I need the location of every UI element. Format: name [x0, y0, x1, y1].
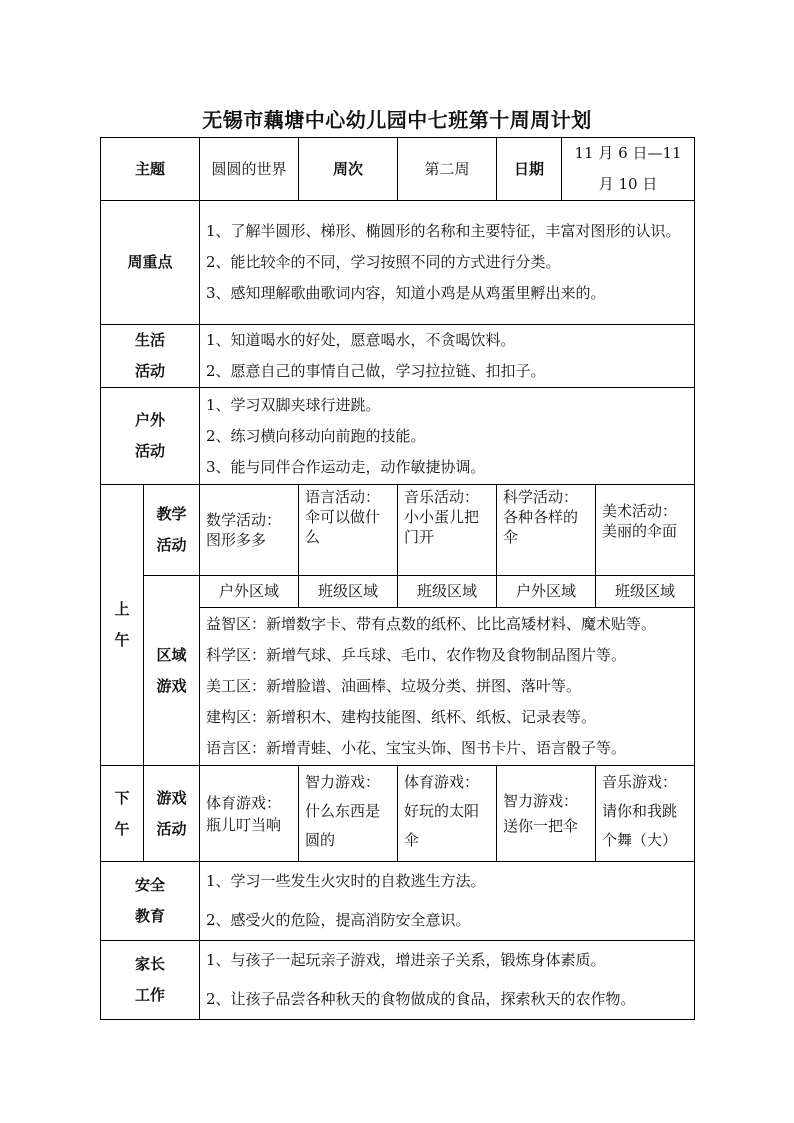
- morning-label-line: 午: [114, 631, 130, 649]
- area-label-line: 游戏: [156, 676, 187, 695]
- outdoor-label: [101, 388, 200, 485]
- morning-label-line: 上: [114, 600, 130, 618]
- safety-item: 1、学习一些发生火灾时的自救逃生方法。: [206, 872, 486, 890]
- game-activity: 智力游戏：送你一把伞: [497, 766, 596, 862]
- afternoon-label-line: 午: [114, 819, 130, 838]
- life-label-line: 生活: [135, 331, 166, 349]
- area-item: 美工区：新增脸谱、油画棒、垃圾分类、拼图、落叶等。: [206, 677, 582, 695]
- area-content: [200, 608, 695, 766]
- teaching-label: [144, 485, 200, 576]
- safety-item: 2、感受火的危险，提高消防安全意识。: [206, 911, 471, 929]
- teaching-activity: 音乐活动：小小蛋儿把门开: [398, 485, 497, 576]
- focus-item: 3、感知理解歌曲歌词内容，知道小鸡是从鸡蛋里孵出来的。: [206, 284, 606, 302]
- parents-label: [101, 941, 200, 1020]
- theme-label: 主题: [101, 138, 200, 201]
- theme-value: 圆圆的世界: [200, 138, 299, 201]
- date-label: 日期: [497, 138, 562, 201]
- area-label-line: 区域: [156, 645, 187, 664]
- game-activity: 音乐游戏：请你和我跳个舞（大）: [596, 766, 695, 862]
- date-value: 11 月 6 日—11 月 10 日: [562, 138, 695, 201]
- parents-content: [200, 941, 695, 1020]
- zone-cell: 户外区域: [497, 576, 596, 608]
- game-label: [144, 766, 200, 862]
- week-value: 第二周: [398, 138, 497, 201]
- life-item: 1、知道喝水的好处，愿意喝水，不贪喝饮料。: [206, 331, 516, 349]
- teaching-label-line: 活动: [156, 536, 187, 554]
- focus-item: 1、了解半圆形、梯形、椭圆形的名称和主要特征，丰富对图形的认识。: [206, 222, 681, 240]
- game-label-line: 游戏: [156, 788, 187, 807]
- afternoon-label: [101, 766, 144, 862]
- outdoor-item: 3、能与同伴合作运动走，动作敏捷协调。: [206, 457, 486, 476]
- zone-cell: 户外区域: [200, 576, 299, 608]
- area-item: 建构区：新增积木、建构技能图、纸杯、纸板、记录表等。: [206, 708, 597, 726]
- outdoor-content: [200, 388, 695, 485]
- week-label: 周次: [299, 138, 398, 201]
- morning-label: [101, 485, 144, 766]
- focus-label: 周重点: [101, 201, 200, 325]
- outdoor-item: 2、练习横向移动向前跑的技能。: [206, 426, 426, 445]
- area-item: 语言区：新增青蛙、小花、宝宝头饰、图书卡片、语言骰子等。: [206, 739, 627, 757]
- safety-label: [101, 862, 200, 941]
- area-item: 益智区：新增数字卡、带有点数的纸杯、比比高矮材料、魔术贴等。: [206, 615, 657, 633]
- game-activity: 智力游戏：什么东西是圆的: [299, 766, 398, 862]
- game-activity: 体育游戏：好玩的太阳伞: [398, 766, 497, 862]
- teaching-activity: 数学活动：图形多多: [200, 485, 299, 576]
- zone-cell: 班级区域: [299, 576, 398, 608]
- area-item: 科学区：新增气球、乒乓球、毛巾、农作物及食物制品图片等。: [206, 646, 627, 664]
- page-title: 无锡市藕塘中心幼儿园中七班第十周周计划: [202, 108, 592, 132]
- life-item: 2、愿意自己的事情自己做，学习拉拉链、扣扣子。: [206, 362, 546, 380]
- parents-label-line: 工作: [135, 986, 166, 1004]
- teaching-activity: 语言活动：伞可以做什么: [299, 485, 398, 576]
- teaching-label-line: 教学: [156, 505, 187, 523]
- outdoor-label-line: 活动: [135, 442, 166, 460]
- life-label-line: 活动: [135, 362, 166, 380]
- parents-item: 1、与孩子一起玩亲子游戏，增进亲子关系，锻炼身体素质。: [206, 951, 606, 969]
- weekly-plan-table: [100, 137, 695, 1020]
- outdoor-item: 1、学习双脚夹球行进跳。: [206, 395, 381, 414]
- focus-content: [200, 201, 695, 325]
- safety-label-line: 教育: [135, 907, 166, 925]
- outdoor-label-line: 户外: [135, 411, 166, 429]
- focus-item: 2、能比较伞的不同，学习按照不同的方式进行分类。: [206, 253, 561, 271]
- safety-content: [200, 862, 695, 941]
- zone-cell: 班级区域: [398, 576, 497, 608]
- life-label: [101, 325, 200, 388]
- parents-label-line: 家长: [135, 955, 166, 973]
- life-content: [200, 325, 695, 388]
- parents-item: 2、让孩子品尝各种秋天的食物做成的食品，探索秋天的农作物。: [206, 990, 636, 1008]
- afternoon-label-line: 下: [114, 788, 130, 807]
- area-label: [144, 576, 200, 766]
- game-label-line: 活动: [156, 819, 187, 838]
- safety-label-line: 安全: [135, 876, 166, 894]
- zone-cell: 班级区域: [596, 576, 695, 608]
- teaching-activity: 美术活动：美丽的伞面: [596, 485, 695, 576]
- teaching-activity: 科学活动：各种各样的伞: [497, 485, 596, 576]
- game-activity: 体育游戏：瓶儿叮当响: [200, 766, 299, 862]
